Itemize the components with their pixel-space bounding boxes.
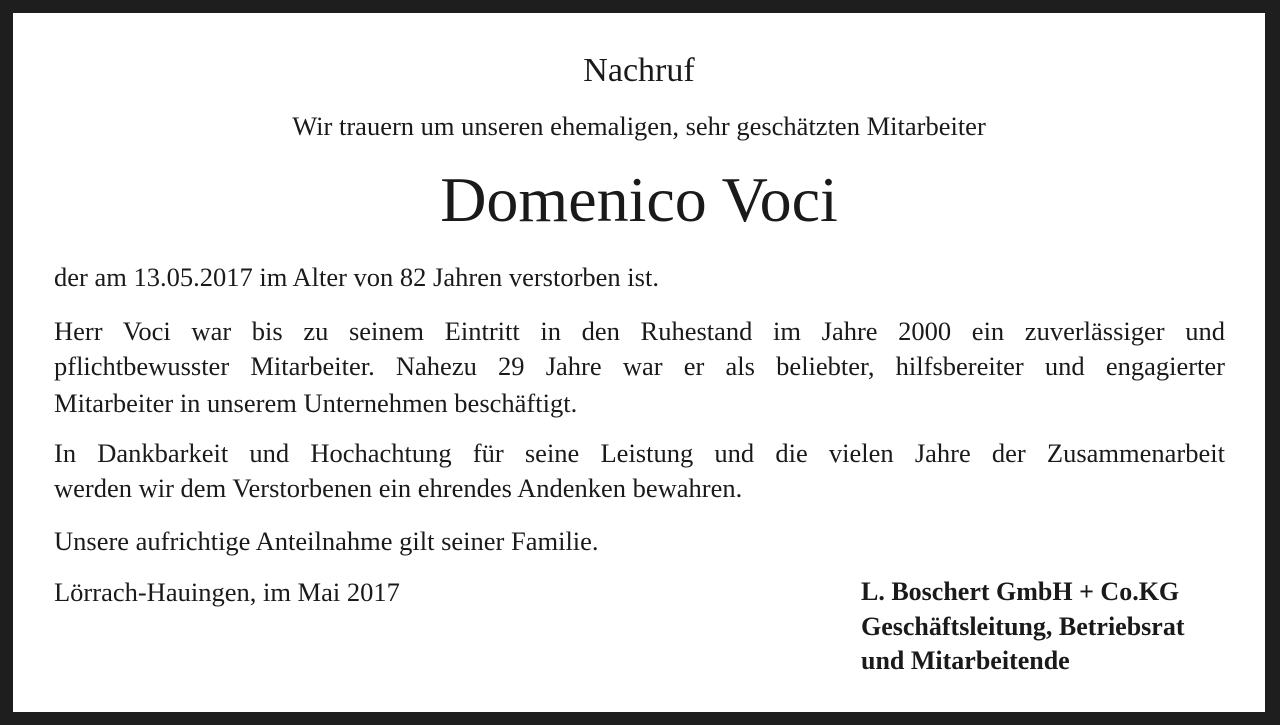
paragraph-line: In Dankbarkeit und Hochachtung für seine Leistung und die vielen Jahre der Zusammenarbeit: [54, 438, 1225, 468]
signature-line: Geschäftsleitung, Betriebsrat: [861, 612, 1185, 641]
signature-line: L. Boschert GmbH + Co.KG: [861, 577, 1180, 606]
condolence-line: Unsere aufrichtige Anteilnahme gilt seiner Familie.: [54, 526, 599, 556]
place-date: Lörrach-Hauingen, im Mai 2017: [54, 577, 400, 607]
notice-subheading: Wir trauern um unseren ehemaligen, sehr geschätzten Mitarbeiter: [292, 111, 986, 141]
death-date-line: der am 13.05.2017 im Alter von 82 Jahren verstorben ist.: [54, 262, 659, 292]
paragraph-line: Mitarbeiter in unserem Unternehmen beschäftigt.: [54, 388, 578, 418]
paragraph-line: Herr Voci war bis zu seinem Eintritt in den Ruhestand im Jahre 2000 ein zuverlässiger und: [54, 316, 1225, 346]
deceased-name: Domenico Voci: [440, 164, 838, 235]
paragraph-line: pflichtbewusster Mitarbeiter. Nahezu 29 Jahre war er als beliebter, hilfsbereiter und engagierter: [54, 351, 1225, 381]
notice-heading: Nachruf: [583, 52, 695, 89]
signature-line: und Mitarbeitende: [861, 646, 1070, 675]
paragraph-line: werden wir dem Verstorbenen ein ehrendes Andenken bewahren.: [54, 473, 743, 503]
